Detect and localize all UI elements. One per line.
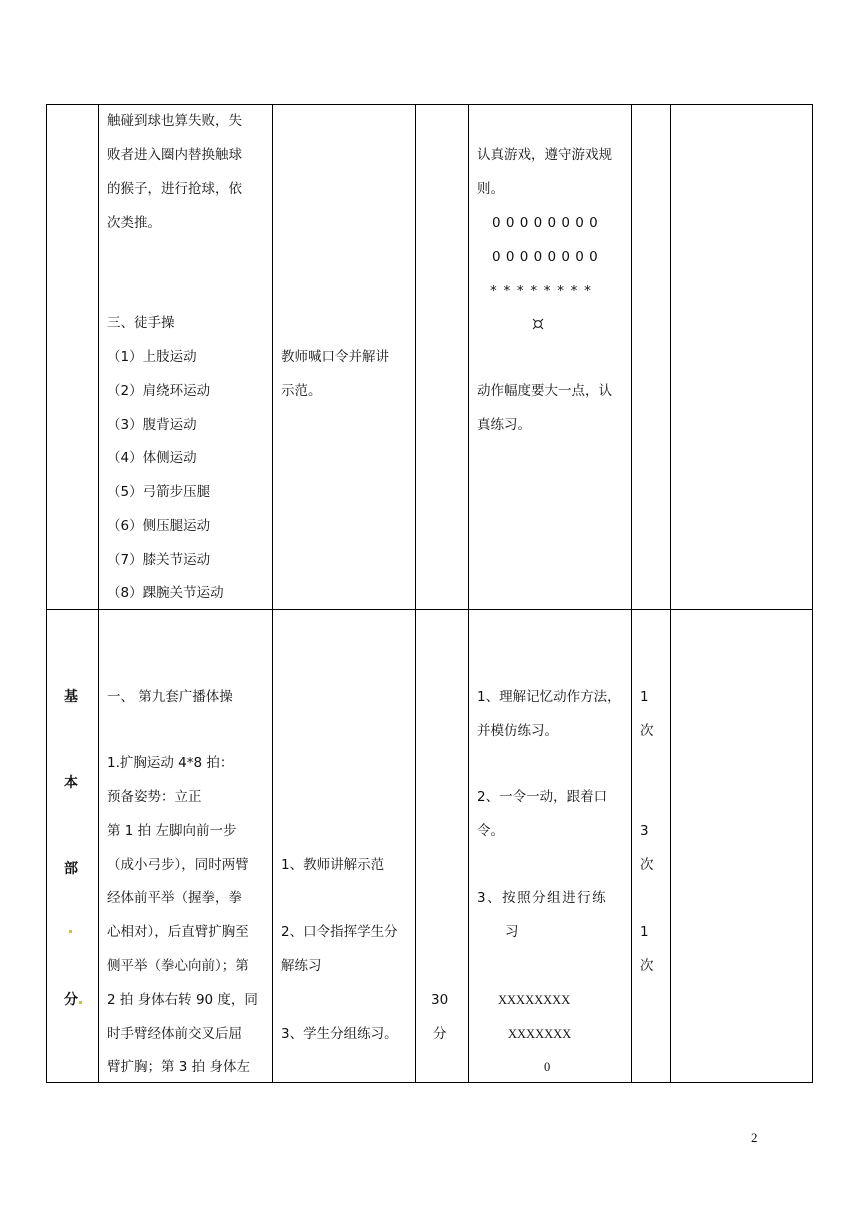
student-line: 习 xyxy=(505,924,519,940)
content-line: 次类推。 xyxy=(107,215,161,231)
student-line: 认真游戏，遵守游戏规 xyxy=(477,147,612,163)
gymnastics-item: （2）肩绕环运动 xyxy=(107,383,211,399)
teacher-line: 示范。 xyxy=(281,383,322,399)
gymnastics-item: （1）上肢运动 xyxy=(107,349,197,365)
formation-row: 0 xyxy=(544,1060,551,1074)
section-label-char: 本 xyxy=(64,775,78,791)
student-line: 令。 xyxy=(477,823,504,839)
gymnastics-item: （4）体侧运动 xyxy=(107,450,197,466)
formation-row: XXXXXXX xyxy=(508,1027,572,1041)
count-unit: 次 xyxy=(640,857,654,873)
student-line: 并模仿练习。 xyxy=(477,723,558,739)
section-label-char: 部 xyxy=(64,861,78,877)
teacher-line: 1、教师讲解示范 xyxy=(281,857,385,873)
gymnastics-item: （6）侧压腿运动 xyxy=(107,518,211,534)
section-label-char: 分 xyxy=(64,992,78,1008)
teacher-line: 解练习 xyxy=(281,958,322,974)
time-unit: 分 xyxy=(433,1026,447,1042)
formation-row: 0 0 0 0 0 0 0 0 xyxy=(492,215,599,231)
col-border-1 xyxy=(98,104,99,1083)
count-unit: 次 xyxy=(640,723,654,739)
teacher-line: 2、口令指挥学生分 xyxy=(281,924,398,940)
content-line: 败者进入圈内替换触球 xyxy=(107,147,242,163)
content-line: 经体前平举（握拳，拳 xyxy=(107,890,242,906)
content-line: 触碰到球也算失败，失 xyxy=(107,113,242,129)
gymnastics-item: （3）腹背运动 xyxy=(107,417,197,433)
section-label-dot xyxy=(69,930,72,933)
gymnastics-item: （7）膝关节运动 xyxy=(107,552,211,568)
content-line: 2 拍 身体右转 90 度，同 xyxy=(107,992,258,1008)
col-border-5 xyxy=(631,104,632,1083)
count-value: 1 xyxy=(640,924,649,940)
gymnastics-title: 三、徒手操 xyxy=(107,315,175,331)
content-line: 侧平举（拳心向前）；第 xyxy=(107,958,249,974)
formation-row: 0 0 0 0 0 0 0 0 xyxy=(492,249,599,265)
col-border-2 xyxy=(272,104,273,1083)
count-value: 3 xyxy=(640,823,649,839)
count-value: 1 xyxy=(640,689,649,705)
col-border-3 xyxy=(415,104,416,1083)
content-line: 一、 第九套广播体操 xyxy=(107,689,233,705)
student-line: 则。 xyxy=(477,181,504,197)
page-number: 2 xyxy=(751,1130,758,1145)
student-line: 2、一令一动，跟着口 xyxy=(477,789,608,805)
content-line: （成小弓步），同时两臂 xyxy=(107,857,249,873)
content-line: 第 1 拍 左脚向前一步 xyxy=(107,823,237,839)
content-line: 臂扩胸；第 3 拍 身体左 xyxy=(107,1059,250,1075)
content-line: 预备姿势：立正 xyxy=(107,789,202,805)
student-line: 1、理解记忆动作方法， xyxy=(477,689,621,705)
section-label-char: 基 xyxy=(64,689,78,705)
teacher-line: 3、学生分组练习。 xyxy=(281,1026,398,1042)
student-line: 动作幅度要大一点，认 xyxy=(477,383,612,399)
section-label-dot xyxy=(79,1001,82,1004)
content-line: 1.扩胸运动 4*8 拍： xyxy=(107,755,234,771)
gymnastics-item: （8）踝腕关节运动 xyxy=(107,585,224,601)
time-value: 30 xyxy=(431,992,449,1008)
content-line: 心相对），后直臂扩胸至 xyxy=(107,924,249,940)
formation-row: * * * * * * * * xyxy=(490,283,593,299)
content-line: 时手臂经体前交叉后屈 xyxy=(107,1026,242,1042)
col-border-4 xyxy=(468,104,469,1083)
teacher-line: 教师喊口令并解讲 xyxy=(281,349,389,365)
col-border-0 xyxy=(46,104,47,1083)
col-border-6 xyxy=(670,104,671,1083)
content-line: 的猴子，进行抢球，依 xyxy=(107,181,242,197)
col-border-7 xyxy=(812,104,813,1083)
student-line: 3、按照分组进行练 xyxy=(477,890,608,906)
student-line: 真练习。 xyxy=(477,417,531,433)
gymnastics-item: （5）弓箭步压腿 xyxy=(107,484,211,500)
formation-row: XXXXXXXX xyxy=(498,993,571,1007)
teacher-position-icon xyxy=(532,318,544,330)
count-unit: 次 xyxy=(640,958,654,974)
